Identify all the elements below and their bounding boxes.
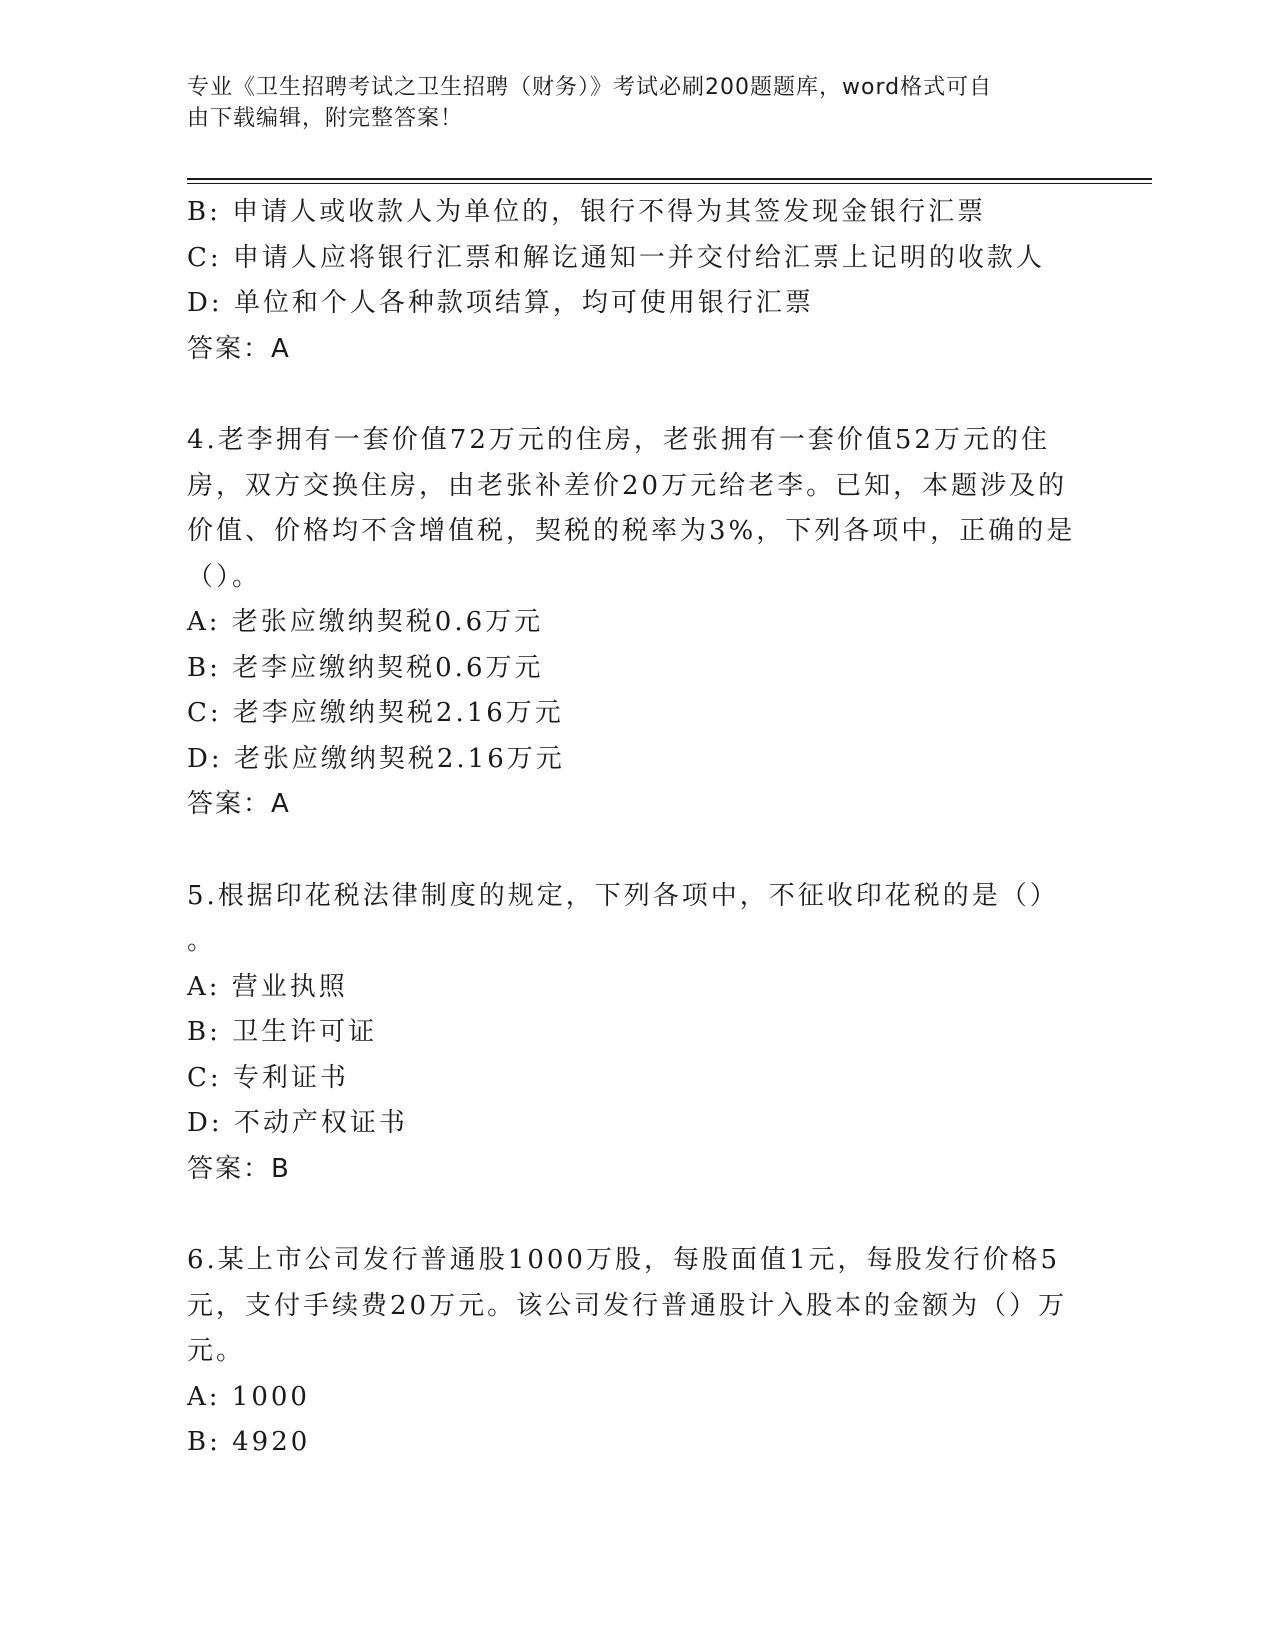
option-c: C: 专利证书	[187, 1062, 349, 1093]
question-list	[187, 190, 1082, 1466]
question-stem-line: 5.根据印花税法律制度的规定，下列各项中，不征收印花税的是（）	[187, 880, 1059, 911]
question-stem-line: 元，支付手续费20万元。该公司发行普通股计入股本的金额为（）万	[187, 1290, 1068, 1321]
question-3	[187, 190, 1082, 372]
question-stem-line: 房，双方交换住房，由老张补差价20万元给老李。已知，本题涉及的	[187, 470, 1068, 501]
header-rule-thin	[187, 183, 1152, 184]
answer: 答案：B	[187, 1153, 291, 1184]
answer: 答案：A	[187, 789, 291, 819]
question-5	[187, 874, 1082, 1193]
question-4	[187, 418, 1082, 828]
option-b: B: 老李应缴纳契税0.6万元	[187, 652, 544, 683]
question-spacer	[187, 828, 1082, 874]
option-d: D: 不动产权证书	[187, 1108, 408, 1138]
question-stem-line: 价值、价格均不含增值税，契税的税率为3%，下列各项中，正确的是	[187, 516, 1076, 546]
question-6	[187, 1238, 1082, 1466]
header-rule-thick	[187, 178, 1152, 180]
option-c: C: 老李应缴纳契税2.16万元	[187, 698, 564, 728]
question-stem-line: 6.某上市公司发行普通股1000万股，每股面值1元，每股发行价格5	[187, 1245, 1061, 1275]
option-a: A: 营业执照	[187, 971, 348, 1002]
question-stem-line: 4.老李拥有一套价值72万元的住房，老张拥有一套价值52万元的住	[187, 425, 1050, 455]
question-stem-line: （）。	[187, 561, 262, 592]
option-c: C: 申请人应将银行汇票和解讫通知一并交付给汇票上记明的收款人	[187, 242, 1045, 273]
header-line-1: 专业《卫生招聘考试之卫生招聘（财务）》考试必刷200题题库，word格式可自	[187, 75, 993, 100]
document-header	[187, 72, 1067, 134]
option-b: B: 4920	[187, 1427, 311, 1457]
option-a: A: 老张应缴纳契税0.6万元	[187, 607, 544, 637]
answer: 答案：A	[187, 333, 291, 364]
question-spacer	[187, 372, 1082, 418]
option-b: B: 申请人或收款人为单位的，银行不得为其签发现金银行汇票	[187, 197, 987, 227]
question-stem-line: 。	[187, 926, 217, 956]
option-a: A: 1000	[187, 1381, 310, 1412]
question-spacer	[187, 1192, 1082, 1238]
option-d: D: 老张应缴纳契税2.16万元	[187, 743, 565, 774]
option-d: D: 单位和个人各种款项结算，均可使用银行汇票	[187, 288, 814, 318]
header-line-2: 由下载编辑，附完整答案！	[187, 106, 464, 131]
question-stem-line: 元。	[187, 1336, 246, 1366]
option-b: B: 卫生许可证	[187, 1017, 378, 1047]
